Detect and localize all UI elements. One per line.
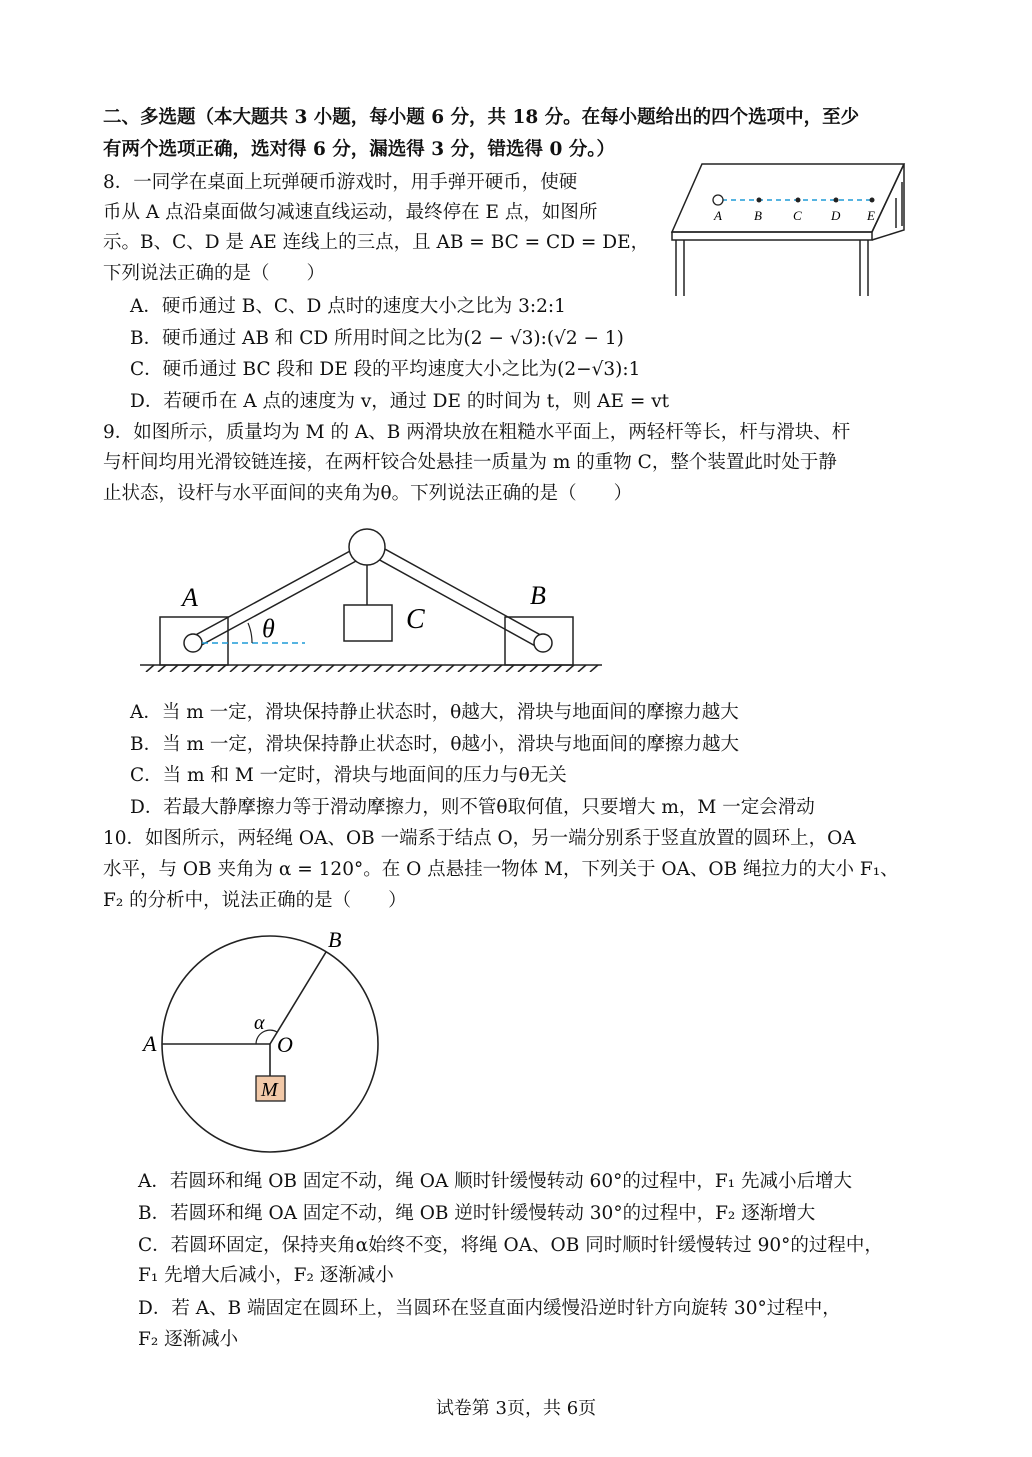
table-edge <box>672 232 872 240</box>
label-o: O <box>277 1032 293 1057</box>
page-footer: 试卷第 3页，共 6页 <box>435 1398 597 1419</box>
q8-option-c: C．硬币通过 BC 段和 DE 段的平均速度大小之比为(2−√3):1 <box>130 359 641 380</box>
hinge-b <box>534 634 552 652</box>
label-alpha: α <box>254 1012 265 1034</box>
label-b: B <box>754 208 762 223</box>
point-e-dot <box>870 198 875 203</box>
q10-option-a: A．若圆环和绳 OB 固定不动，绳 OA 顺时针缓慢转动 60°的过程中，F₁ 先减小后增大 <box>138 1171 852 1192</box>
weight-c <box>344 605 392 641</box>
q8-stem-line4: 下列说法正确的是（ ） <box>103 263 326 284</box>
q8-stem-line1: 8．一同学在桌面上玩弹硬币游戏时，用手弹开硬币，使硬 <box>103 172 578 193</box>
rod-right <box>367 543 546 648</box>
label-a: A <box>714 208 722 223</box>
hinge-a <box>184 634 202 652</box>
rod-left <box>190 544 369 648</box>
q10-option-c: C．若圆环固定，保持夹角α始终不变，将绳 OA、OB 同时顺时针缓慢转过 90°的过程中， <box>138 1235 883 1256</box>
label-a: A <box>182 583 198 612</box>
q8-stem-line3: 示。B、C、D 是 AE 连线上的三点，且 AB = BC = CD = DE， <box>103 232 650 253</box>
q10-option-d-cont: F₂ 逐渐减小 <box>138 1329 239 1350</box>
rope-ob <box>270 952 326 1044</box>
label-c: C <box>406 604 425 635</box>
label-b: B <box>328 927 342 952</box>
q9-option-a: A．当 m 一定，滑块保持静止状态时，θ越大，滑块与地面间的摩擦力越大 <box>130 702 739 723</box>
point-c-dot <box>796 198 801 203</box>
q8-stem-line2: 币从 A 点沿桌面做匀减速直线运动，最终停在 E 点，如图所 <box>103 202 598 223</box>
q8-option-d: D．若硬币在 A 点的速度为 v，通过 DE 的时间为 t，则 AE = vt <box>130 391 670 412</box>
coin <box>713 195 723 205</box>
theta-arc <box>248 623 252 643</box>
q9-slider-figure <box>140 522 610 672</box>
q10-stem-line3: F₂ 的分析中，说法正确的是（ ） <box>103 890 407 911</box>
label-theta: θ <box>262 614 275 643</box>
q9-option-b: B．当 m 一定，滑块保持静止状态时，θ越小，滑块与地面间的摩擦力越大 <box>130 734 740 755</box>
q10-stem-line2: 水平，与 OB 夹角为 α = 120°。在 O 点悬挂一物体 M，下列关于 OA、OB 绳拉力的大小 F₁、 <box>103 859 899 880</box>
q10-option-b: B．若圆环和绳 OA 固定不动，绳 OB 逆时针缓慢转动 30°的过程中，F₂ 逐渐增大 <box>138 1203 816 1224</box>
q10-ring-figure <box>140 924 390 1158</box>
section-header-line2: 有两个选项正确，选对得 6 分，漏选得 3 分，错选得 0 分。） <box>103 139 616 160</box>
label-b: B <box>530 581 546 610</box>
top-hinge <box>349 529 385 565</box>
q8-option-a: A．硬币通过 B、C、D 点时的速度大小之比为 3:2:1 <box>130 296 566 317</box>
point-d-dot <box>834 198 839 203</box>
q10-option-c-cont: F₁ 先增大后减小，F₂ 逐渐减小 <box>138 1265 394 1286</box>
q9-stem-line3: 止状态，设杆与水平面间的夹角为θ。下列说法正确的是（ ） <box>103 483 633 504</box>
ground-hatching <box>146 665 598 672</box>
q10-option-d: D．若 A、B 端固定在圆环上，当圆环在竖直面内缓慢沿逆时针方向旋转 30°过程中， <box>138 1298 841 1319</box>
q8-option-b: B．硬币通过 AB 和 CD 所用时间之比为(2 − √3):(√2 − 1) <box>130 328 624 349</box>
point-b-dot <box>757 198 762 203</box>
q9-stem-line2: 与杆间均用光滑铰链连接，在两杆铰合处悬挂一质量为 m 的重物 C，整个装置此时处于静 <box>103 452 837 473</box>
label-m: M <box>261 1079 278 1101</box>
label-a: A <box>143 1031 157 1056</box>
label-d: D <box>831 208 841 223</box>
section-header-line1: 二、多选题（本大题共 3 小题，每小题 6 分，共 18 分。在每小题给出的四个选项中，至少 <box>103 107 860 128</box>
q10-stem-line1: 10．如图所示，两轻绳 OA、OB 一端系于结点 O，另一端分别系于竖直放置的圆环上，OA <box>103 828 856 849</box>
label-c: C <box>793 208 802 223</box>
q8-table-figure <box>668 158 912 300</box>
q9-stem-line1: 9．如图所示，质量均为 M 的 A、B 两滑块放在粗糙水平面上，两轻杆等长，杆与滑块、杆 <box>103 422 851 443</box>
label-e: E <box>867 208 875 223</box>
q9-option-d: D．若最大静摩擦力等于滑动摩擦力，则不管θ取何值，只要增大 m，M 一定会滑动 <box>130 797 815 818</box>
q9-option-c: C．当 m 和 M 一定时，滑块与地面间的压力与θ无关 <box>130 765 567 786</box>
